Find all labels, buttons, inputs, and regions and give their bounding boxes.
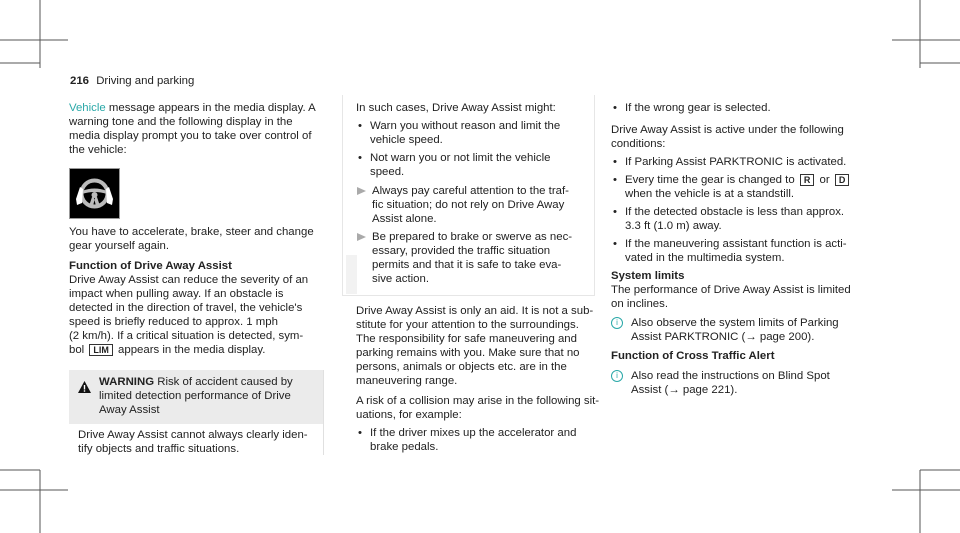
cases-text: In such cases, Drive Away Assist might: bbox=[356, 102, 556, 114]
section-title: Driving and parking bbox=[96, 75, 195, 87]
info-text[interactable]: Also observe the system limits of Parking Assist PARKTRONIC (→ page 200). bbox=[631, 317, 839, 343]
page-number: 216 bbox=[70, 75, 90, 87]
action-list bbox=[356, 184, 591, 286]
action-text: Always pay careful attention to the traf- fic situation; do not rely on Drive Away Assist alone. bbox=[372, 185, 569, 225]
intro-text: message appears in the media display. A warning tone and the following display in the media display prompt you to take over control of the vehicle: bbox=[69, 102, 316, 156]
function-paragraph bbox=[69, 273, 329, 357]
list-item: • If Parking Assist PARKTRONIC is activated. bbox=[611, 155, 881, 169]
action-arrow-icon bbox=[357, 187, 366, 195]
warning-title bbox=[99, 375, 323, 417]
gear-d-symbol: D bbox=[835, 174, 850, 186]
heading-system-limits: System limits bbox=[611, 270, 685, 282]
heading-drive-away-assist: Function of Drive Away Assist bbox=[69, 260, 232, 272]
list-item: • Not warn you or not limit the vehicle speed. bbox=[356, 151, 591, 179]
warning-title-text: Risk of accident caused by limited detection performance of Drive Away Assist bbox=[99, 376, 293, 416]
info-icon: i bbox=[611, 370, 623, 382]
list-item: • If the wrong gear is selected. bbox=[611, 101, 881, 115]
right-column bbox=[611, 101, 881, 397]
list-item: • Warn you without reason and limit the vehicle speed. bbox=[356, 119, 591, 147]
action-item bbox=[356, 184, 591, 226]
list-item bbox=[611, 173, 881, 201]
action-item bbox=[356, 230, 591, 286]
function-text-end: appears in the media display. bbox=[114, 344, 266, 356]
info-icon: i bbox=[611, 317, 623, 329]
info-note bbox=[611, 369, 881, 397]
cond-or: or bbox=[819, 174, 830, 186]
action-text: Be prepared to brake or swerve as nec- essary, provided the traffic situation permits and that it is safe to take eva- sive action. bbox=[372, 231, 573, 285]
risk-paragraph: A risk of a collision may arise in the following sit- uations, for example: bbox=[356, 395, 600, 421]
warning-header bbox=[69, 370, 323, 424]
list-item: • If the maneuvering assistant function is acti- vated in the multimedia system. bbox=[611, 237, 881, 265]
function-text: Drive Away Assist can reduce the severity of an impact when pulling away. If an obstacle is detected in the direction of travel, the vehicle's speed is briefly reduced to approx. 1 mph (2 km/h). If a critical situation is detected, sym- bol bbox=[69, 274, 309, 356]
running-header bbox=[70, 74, 194, 88]
cases-list bbox=[356, 119, 591, 179]
cond-text: when the vehicle is at a standstill. bbox=[625, 188, 795, 200]
warning-continuation-box bbox=[342, 95, 595, 296]
warning-triangle-icon bbox=[78, 381, 91, 393]
steering-wheel-hands-icon bbox=[69, 168, 120, 219]
gear-r-symbol: R bbox=[800, 174, 815, 186]
aid-paragraph: Drive Away Assist is only an aid. It is not a sub- stitute for your attention to the surroundings. The responsibility for safe maneuvering and parking remains with you. Make sure that no persons, animals or objects etc. are in the maneuvering range. bbox=[356, 305, 594, 387]
vehicle-link[interactable]: Vehicle bbox=[69, 102, 106, 114]
heading-cross-traffic-alert: Function of Cross Traffic Alert bbox=[611, 350, 775, 362]
warning-body: Drive Away Assist cannot always clearly iden- tify objects and traffic situations. bbox=[78, 429, 308, 455]
cond-text: Every time the gear is changed to bbox=[625, 174, 795, 186]
info-note bbox=[611, 316, 881, 344]
warning-label: WARNING bbox=[99, 376, 155, 388]
info-text[interactable]: Also read the instructions on Blind Spot Assist (→ page 221). bbox=[631, 370, 830, 396]
list-item: • If the driver mixes up the accelerator and brake pedals. bbox=[356, 426, 610, 454]
limits-text: The performance of Drive Away Assist is limited on inclines. bbox=[611, 284, 851, 310]
active-conditions-text: Drive Away Assist is active under the following conditions: bbox=[611, 124, 844, 150]
warning-box bbox=[69, 370, 324, 455]
intro-paragraph bbox=[69, 101, 329, 157]
action-arrow-icon bbox=[357, 233, 366, 241]
list-item: • If the detected obstacle is less than approx. 3.3 ft (1.0 m) away. bbox=[611, 205, 881, 233]
lim-symbol: LIM bbox=[89, 344, 113, 356]
take-over-text: You have to accelerate, brake, steer and change gear yourself again. bbox=[69, 226, 314, 252]
